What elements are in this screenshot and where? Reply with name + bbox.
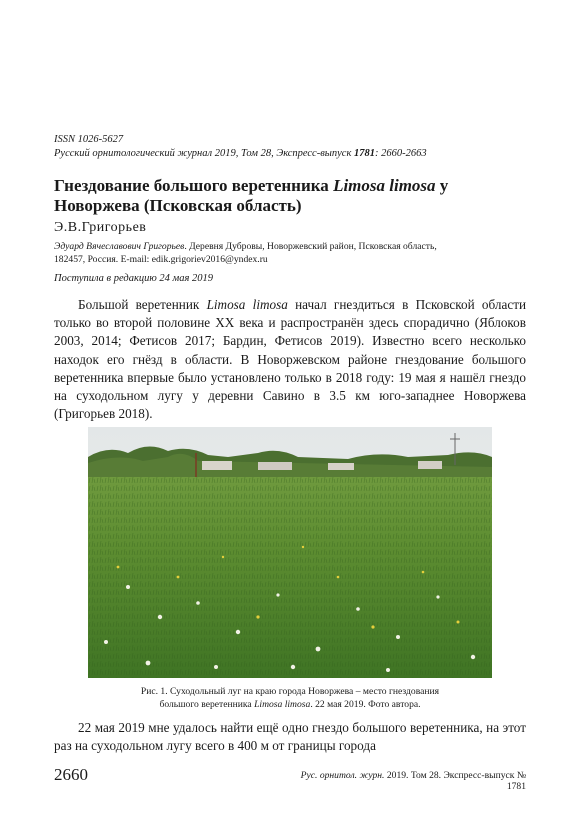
running-journal: Рус. орнитол. журн. [300,770,385,781]
figure-caption [100,685,480,711]
affiliation-name: Эдуард Вячеславович Григорьев [54,241,185,252]
author-affiliation [54,241,534,266]
page-number: 2660 [54,765,88,784]
page-range: : 2660-2663 [375,148,427,159]
caption-line-1: Рис. 1. Суходольный луг на краю города Новоржева – место гнездования [140,686,440,697]
issn-line [54,133,123,146]
caption-species-latin: Limosa limosa [254,699,311,710]
caption-pre: большого веретенника [159,699,255,710]
caption-post: . 22 мая 2019. Фото автора. [310,699,421,710]
title-text-2: у Новоржева (Псковская область) [54,176,449,215]
body-paragraph-1 [54,296,526,423]
running-footer [282,770,526,792]
p1-species-latin: Limosa limosa [206,297,288,312]
building [328,463,354,470]
journal-citation [54,147,427,160]
author-name: Э.В.Григорьев [54,220,147,235]
building [202,461,232,470]
affiliation-contact: 182457, Россия. E-mail: edik.grigoriev2016@yndex.ru [54,253,268,265]
issn-text: ISSN 1026-5627 [54,134,124,145]
issue-number: 1781 [354,148,375,159]
running-issue: 2019. Том 28. Экспресс-выпуск № 1781 [384,770,526,792]
title-species-latin: Limosa limosa [333,176,436,195]
received-date: Поступила в редакцию 24 мая 2019 [54,273,213,284]
p1-rest: начал гнездиться в Псковской области только во второй половине XX века и распространён здесь спорадично (Яблоков 2003, 2014; Фетисов 2017; Бардин, Фетисов 2019). Известно всего несколько находок его гнёзд в области. В Новоржевском районе гнездование большого веретенника впервые было установлено только в 2018 году: 19 мая я нашёл гнездо на суходольном лугу у деревни Савино в 3.5 км юго-западнее Новоржева (Григорьев 2018). [54,297,527,422]
building [258,462,292,470]
p2-text: 22 мая 2019 мне удалось найти ещё одно гнездо большого веретенника, на этот раз на суходольном лугу всего в 400 м от границы города [54,720,526,754]
grass-texture [88,477,492,678]
body-paragraph-2 [54,719,526,755]
title-text-1: Гнездование большого веретенника [54,176,334,195]
article-title [54,176,534,216]
meadow-photo [88,427,492,678]
affiliation-address: . Деревня Дубровы, Новоржевский район, Псковская область, [184,241,437,252]
p1-start: Большой веретенник [78,297,207,312]
building [418,461,442,469]
journal-name: Русский орнитологический журнал 2019, Том 28, Экспресс-выпуск [54,148,354,159]
